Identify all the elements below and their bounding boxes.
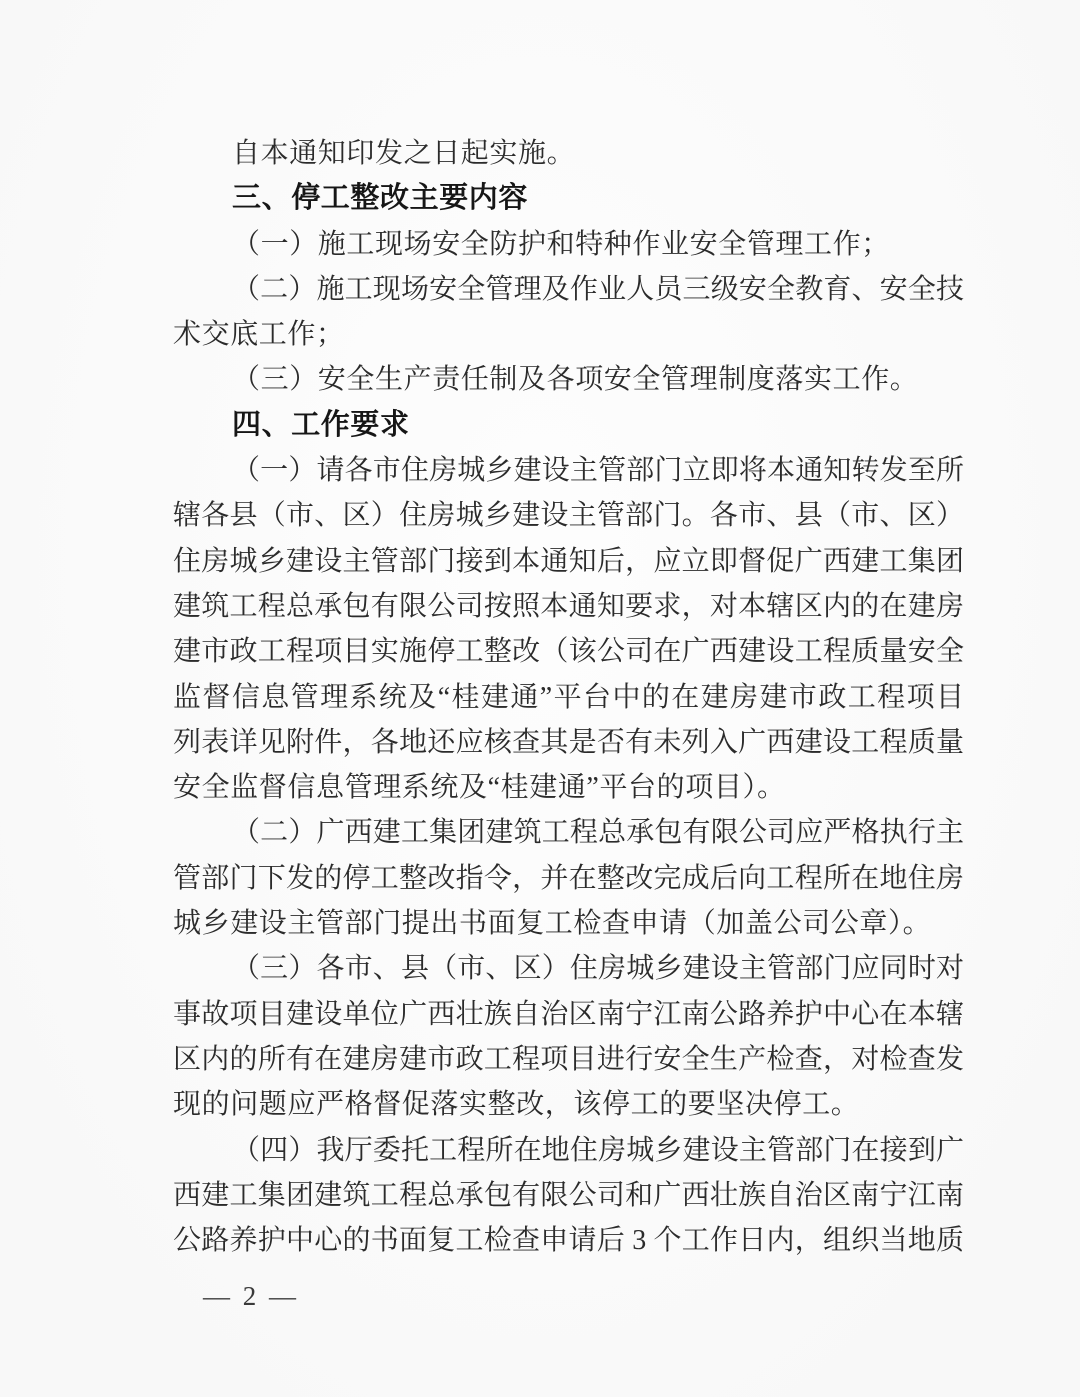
section-heading: 三、停工整改主要内容 <box>232 182 529 215</box>
text-line: （二）施工现场安全管理及作业人员三级安全教育、安全技 <box>232 273 964 305</box>
section-heading: 四、工作要求 <box>232 408 410 441</box>
text-line: 列表详见附件，各地还应核查其是否有未列入广西建设工程质量 <box>173 726 964 758</box>
text-line: （三）各市、县（市、区）住房城乡建设主管部门应同时对 <box>232 953 964 985</box>
text-line: 城乡建设主管部门提出书面复工检查申请（加盖公司公章）。 <box>173 908 932 940</box>
text-line: 自本通知印发之日起实施。 <box>232 138 576 169</box>
document-lines <box>173 131 964 1263</box>
page-number: — 2 — <box>203 1281 299 1311</box>
text-line: 现的问题应严格督促落实整改，该停工的要坚决停工。 <box>173 1089 860 1121</box>
text-line: 区内的所有在建房建市政工程项目进行安全生产检查，对检查发 <box>173 1043 964 1075</box>
text-line: 监督信息管理系统及“桂建通”平台中的在建房建市政工程项目 <box>173 681 964 713</box>
text-line: （四）我厅委托工程所在地住房城乡建设主管部门在接到广 <box>232 1134 964 1166</box>
text-line: 公路养护中心的书面复工检查申请后 3 个工作日内，组织当地质 <box>173 1225 964 1257</box>
text-line: （三）安全生产责任制及各项安全管理制度落实工作。 <box>232 364 919 396</box>
text-line: 建筑工程总承包有限公司按照本通知要求，对本辖区内的在建房 <box>173 590 964 622</box>
text-line: 事故项目建设单位广西壮族自治区南宁江南公路养护中心在本辖 <box>173 998 964 1030</box>
text-line: 住房城乡建设主管部门接到本通知后，应立即督促广西建工集团 <box>173 545 964 577</box>
text-line: 管部门下发的停工整改指令，并在整改完成后向工程所在地住房 <box>173 862 964 894</box>
text-line: （一）请各市住房城乡建设主管部门立即将本通知转发至所 <box>232 455 964 487</box>
text-line: 西建工集团建筑工程总承包有限公司和广西壮族自治区南宁江南 <box>173 1179 964 1211</box>
text-line: 建市政工程项目实施停工整改（该公司在广西建设工程质量安全 <box>173 636 964 668</box>
text-line: 术交底工作； <box>173 319 345 351</box>
text-line: 安全监督信息管理系统及“桂建通”平台的项目）。 <box>173 772 786 804</box>
text-line: 辖各县（市、区）住房城乡建设主管部门。各市、县（市、区） <box>173 500 964 532</box>
text-line: （一）施工现场安全防护和特种作业安全管理工作； <box>232 228 890 260</box>
text-line: （二）广西建工集团建筑工程总承包有限公司应严格执行主 <box>232 817 964 849</box>
